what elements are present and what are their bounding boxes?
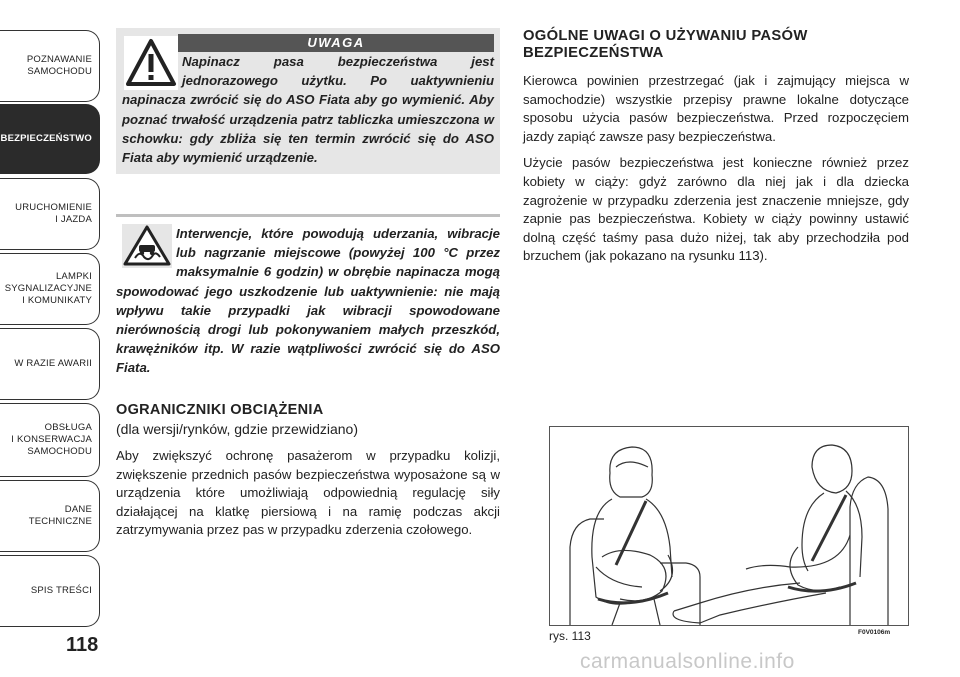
warning-box-vibration	[116, 218, 500, 382]
figure-caption: rys. 113	[549, 629, 591, 643]
tab-label: OBSŁUGA I KONSERWACJA SAMOCHODU	[11, 422, 92, 457]
section-subtitle: (dla wersji/rynków, gdzie przewidziano)	[116, 421, 358, 437]
warning-text	[116, 224, 500, 378]
tab-obsluga-i-konserwacja[interactable]	[0, 403, 100, 477]
section-title: OGRANICZNIKI OBCIĄŻENIA	[116, 402, 324, 418]
divider	[116, 214, 500, 217]
figure-pregnant-seatbelt	[549, 426, 909, 626]
warning-text	[122, 52, 494, 167]
general-notes-section	[523, 28, 909, 274]
warning-text-content: Napinacz pasa bezpieczeństwa jest jednorazowego użytku. Po uaktywnieniu napinacza zwrócić się do ASO Fiata aby go wymienić. Aby poznać trwałość urządzenia patrz tabliczka umieszczona w schowku: gdy zbliża się ten termin zwrócić się do ASO Fiata aby wymienić urządzenie.	[122, 54, 494, 166]
figure-code: F0V0106m	[858, 629, 891, 636]
watermark: carmanualsonline.info	[580, 650, 795, 673]
tab-spis-tresci[interactable]	[0, 555, 100, 627]
page-number: 118	[66, 634, 99, 656]
load-limiter-section	[116, 402, 500, 548]
tab-label: SPIS TREŚCI	[30, 585, 92, 596]
warning-header: UWAGA	[178, 34, 494, 52]
tab-uruchomienie-i-jazda[interactable]	[0, 178, 100, 250]
tab-label: LAMPKI SYGNALIZACYJNE I KOMUNIKATY	[4, 271, 92, 306]
tab-w-razie-awarii[interactable]	[0, 328, 100, 400]
chapter-tabs	[0, 0, 102, 640]
tab-label: URUCHOMIENIE I JAZDA	[15, 202, 92, 225]
tab-label: W RAZIE AWARII	[14, 358, 92, 369]
tab-label: BEZPIECZEŃSTWO	[0, 133, 92, 144]
tab-label: POZNAWANIE SAMOCHODU	[26, 54, 92, 77]
tab-bezpieczenstwo[interactable]	[0, 104, 100, 174]
section-paragraph-1: Kierowca powinien przestrzegać (jak i zajmujący miejsca w samochodzie) wszystkie przepisy prawne lokalne dotyczące sposobu użycia pasów bezpieczeństwa. Przed rozpoczęciem jazdy zapiąć zawsze pasy bezpieczeństwa.	[523, 73, 909, 144]
warning-box-uwaga	[116, 28, 500, 174]
seatbelt-illustration	[550, 427, 908, 625]
section-title: OGÓLNE UWAGI O UŻYWANIU PASÓW BEZPIECZEŃSTWA	[523, 28, 808, 61]
tab-dane-techniczne[interactable]	[0, 480, 100, 552]
tab-lampki-sygnalizacyjne[interactable]	[0, 253, 100, 325]
section-paragraph-2: Użycie pasów bezpieczeństwa jest konieczne również przez kobiety w ciąży: gdyż zarówno dla niej jak i dla dziecka zagrożenie w przypadku zderzenia jest znaczenie mniejsze, gdy zapnie pas bezpieczeństwa. Kobiety w ciąży powinny ustawić dolną część taśmy pasa dużo niżej, tak aby przechodziła pod brzuchem (jak pokazano na rysunku 113).	[523, 155, 909, 264]
tab-poznawanie-samochodu[interactable]	[0, 30, 100, 102]
section-paragraph: Aby zwiększyć ochronę pasażerom w przypadku kolizji, zwiększenie przednich pasów bezpieczeństwa wyposażone są w urządzenia które umożliwiają odpowiednią regulację siły działającej na klatkę piersiową i na ramię podczas akcji zatrzymywania przez pas w przypadku zderzenia czołowego.	[116, 448, 500, 538]
warning-text-content: Interwencje, które powodują uderzania, wibracje lub nagrzanie miejscowe (powyżej 100 °C przez maksymalnie 6 godzin) w obrębie napinacza mogą spowodować jego uszkodzenie lub uaktywnienie: nie mają wpływu takie przypadki jak wibracji spowodowane nierównością drogi lub pokonywaniem małych przeszkód, krawężników itp. W razie wątpliwości zwrócić się do ASO Fiata.	[116, 226, 500, 376]
tab-label: DANE TECHNICZNE	[28, 504, 92, 527]
